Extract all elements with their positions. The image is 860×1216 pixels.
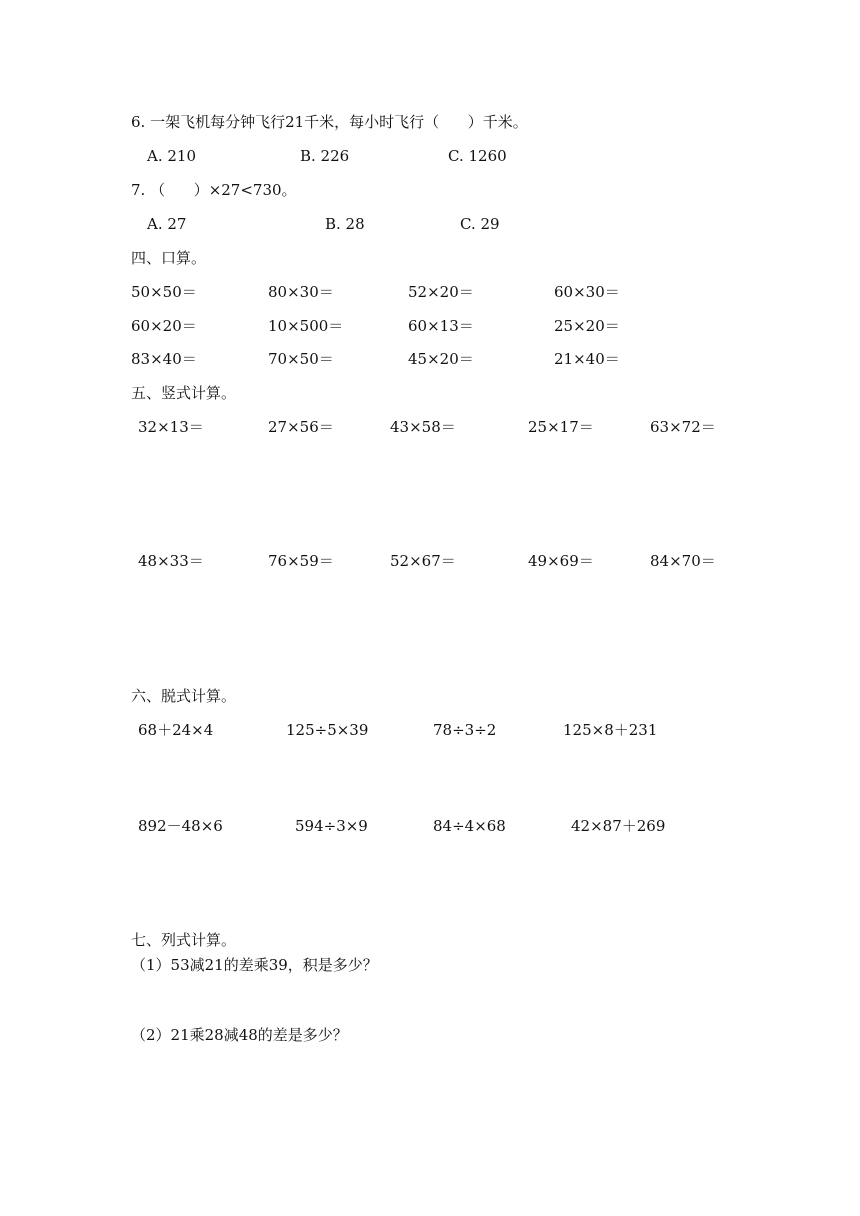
word-problem-2: （2）21乘28减48的差是多少？ bbox=[131, 1026, 348, 1044]
q6-option-a: A. 210 bbox=[147, 147, 196, 165]
mental-calc-item: 83×40＝ bbox=[131, 350, 197, 368]
question-7: 7. （ ）×27<730。 bbox=[131, 181, 297, 199]
mental-calc-item: 50×50＝ bbox=[131, 283, 197, 301]
q7-option-b: B. 28 bbox=[325, 215, 365, 233]
q7-option-c: C. 29 bbox=[460, 215, 500, 233]
vertical-calc-item: 84×70＝ bbox=[650, 552, 716, 570]
mental-calc-item: 60×30＝ bbox=[554, 283, 620, 301]
vertical-calc-item: 43×58＝ bbox=[390, 418, 456, 436]
mental-calc-item: 10×500＝ bbox=[268, 317, 344, 335]
word-problem-1: （1）53减21的差乘39，积是多少？ bbox=[131, 956, 378, 974]
vertical-calc-item: 52×67＝ bbox=[390, 552, 456, 570]
step-calc-item: 78÷3÷2 bbox=[433, 721, 497, 739]
mental-calc-item: 70×50＝ bbox=[268, 350, 334, 368]
q6-option-b: B. 226 bbox=[300, 147, 350, 165]
mental-calc-item: 80×30＝ bbox=[268, 283, 334, 301]
step-calc-item: 892－48×6 bbox=[138, 817, 223, 835]
section-6-title: 六、脱式计算。 bbox=[131, 687, 237, 705]
vertical-calc-item: 27×56＝ bbox=[268, 418, 334, 436]
step-calc-item: 594÷3×9 bbox=[295, 817, 368, 835]
section-5-title: 五、竖式计算。 bbox=[131, 384, 237, 402]
mental-calc-item: 60×20＝ bbox=[131, 317, 197, 335]
step-calc-item: 84÷4×68 bbox=[433, 817, 506, 835]
vertical-calc-item: 48×33＝ bbox=[138, 552, 204, 570]
question-6: 6. 一架飞机每分钟飞行21千米，每小时飞行（ ）千米。 bbox=[131, 113, 528, 131]
vertical-calc-item: 63×72＝ bbox=[650, 418, 716, 436]
section-4-title: 四、口算。 bbox=[131, 249, 207, 267]
step-calc-item: 68＋24×4 bbox=[138, 721, 214, 739]
step-calc-item: 125×8＋231 bbox=[563, 721, 658, 739]
vertical-calc-item: 76×59＝ bbox=[268, 552, 334, 570]
vertical-calc-item: 25×17＝ bbox=[528, 418, 594, 436]
vertical-calc-item: 32×13＝ bbox=[138, 418, 204, 436]
vertical-calc-item: 49×69＝ bbox=[528, 552, 594, 570]
step-calc-item: 125÷5×39 bbox=[286, 721, 369, 739]
section-7-title: 七、列式计算。 bbox=[131, 931, 237, 949]
mental-calc-item: 21×40＝ bbox=[554, 350, 620, 368]
mental-calc-item: 25×20＝ bbox=[554, 317, 620, 335]
mental-calc-item: 52×20＝ bbox=[408, 283, 474, 301]
q6-option-c: C. 1260 bbox=[448, 147, 507, 165]
step-calc-item: 42×87＋269 bbox=[571, 817, 666, 835]
mental-calc-item: 60×13＝ bbox=[408, 317, 474, 335]
mental-calc-item: 45×20＝ bbox=[408, 350, 474, 368]
q7-option-a: A. 27 bbox=[147, 215, 187, 233]
